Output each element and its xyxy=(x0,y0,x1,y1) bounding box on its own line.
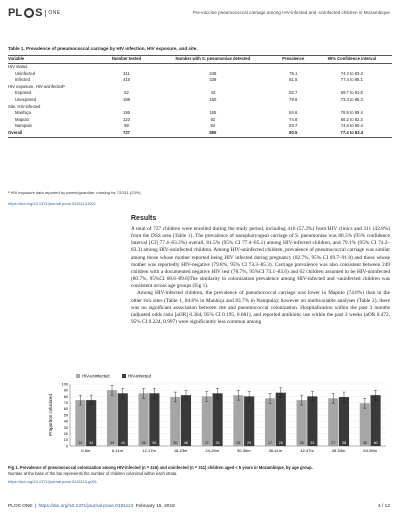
table-cell xyxy=(275,84,312,91)
table-cell: 92 xyxy=(210,116,216,122)
results-heading: Results xyxy=(131,215,157,222)
table-cell xyxy=(151,104,275,111)
y-tick-label: 20 xyxy=(63,432,68,436)
bar xyxy=(276,393,286,446)
results-paragraph-1: A total of 727 children were enrolled during the study period, including 416 (57.2%) from HIV clinics and 311 (42.8%) from the DSS area (Table 1). The prevalence of nasopharyngeal carriage of S. pneumoniae was 80.5% (95% confidence interval [CI] 77.4–83.3%) overall, 81.5% (95% CI 77.4–85.1) among HIV-infected children, and 79.1% (95% CI 74.2–83.3) among HIV-uninfected children. Among HIV-uninfected children, prevalence of pneumococcal carriage was similar among those whose mother reported being HIV infected during pregnancy (82.7%, 95% CI 69.7–91.8) and those whose mother was reportedly HIV-negative (79.8%, 95% CI 73.3–85.3). Carriage prevalence was also consistent between 249 children with a documented negative HIV test (78.7%, 95%CI 73.1–83.6) and 62 children assumed to be HIV-uninfected (80.7%, 95%CI 68.6–89.6)The similarity in colonization prevalence among HIV-infected and -uninfected children was consistent across age groups (Fig 1). xyxy=(131,226,390,290)
bar-count-label: 46 xyxy=(183,441,188,445)
table-cell xyxy=(151,84,275,91)
bar-count-label: 17 xyxy=(268,441,273,445)
y-tick-label: 100 xyxy=(61,382,68,387)
x-tick-label: 6-11m xyxy=(111,448,123,453)
y-tick-label: 50 xyxy=(63,413,68,418)
table-cell: 77.4 to 85.1 xyxy=(340,77,363,83)
table-cell xyxy=(102,64,151,71)
page-number: 4 / 12 xyxy=(377,504,390,509)
table-row xyxy=(8,104,392,111)
table-cell: 79.8 xyxy=(289,96,298,102)
bar-count-label: 38 xyxy=(341,441,346,445)
bar-count-label: 43 xyxy=(120,441,125,445)
table-cell: 195 xyxy=(123,110,130,116)
y-tick-label: 80 xyxy=(63,394,68,399)
table-header-cell: Number with S. pneumoniae detected xyxy=(175,56,251,62)
footer-sep: | xyxy=(34,504,37,509)
colonization-bar-chart xyxy=(8,370,392,462)
x-tick-label: 54-59m xyxy=(363,448,377,453)
x-tick-label: 36-41m xyxy=(268,448,283,453)
bar-count-label: 28 xyxy=(278,441,283,445)
table-row xyxy=(8,123,392,130)
footer-date: February 15, 2018 xyxy=(135,504,175,509)
table-cell: 311 xyxy=(123,70,130,76)
x-tick-label: 24-29m xyxy=(205,448,219,453)
logo-sub: ONE xyxy=(45,10,60,17)
table-cell: 83.7 xyxy=(289,123,298,129)
bar xyxy=(75,400,85,446)
table-cell: 69.7 to 91.8 xyxy=(340,90,363,96)
table-row xyxy=(8,77,392,84)
x-tick-label: 30-35m xyxy=(237,448,251,453)
table-row xyxy=(8,90,392,97)
table-row-label: Site, HIV-infected xyxy=(8,103,41,109)
table-cell: 74.2 to 83.3 xyxy=(340,70,363,76)
table-footnote: ª HIV exposure data reported by parent/guardian; missing for 72/311 (23%) xyxy=(8,190,141,195)
bar-count-label: 27 xyxy=(204,441,209,445)
x-tick-label: 12-17m xyxy=(142,448,156,453)
table-cell xyxy=(102,84,151,91)
table-cell: 84.6 xyxy=(289,110,298,116)
table-cell: 52 xyxy=(124,90,129,96)
bar-count-label: 32 xyxy=(78,441,83,445)
plos-logo: PL S ONE xyxy=(8,7,61,19)
table-cell xyxy=(312,64,392,71)
bar xyxy=(213,393,223,446)
x-tick-label: 0-5m xyxy=(81,448,91,453)
bar-count-label: 52 xyxy=(310,441,315,445)
bar xyxy=(328,398,338,446)
table-cell: 246 xyxy=(209,70,217,76)
table-cell: 339 xyxy=(209,77,217,83)
table-cell: 150 xyxy=(209,96,217,102)
table-cell xyxy=(151,64,275,71)
bar-count-label: 27 xyxy=(331,441,336,445)
table-row xyxy=(8,110,392,117)
bar-count-label: 28 xyxy=(236,441,241,445)
bar-count-label: 39 xyxy=(110,441,115,445)
table-row-label: Unexposed xyxy=(15,96,37,102)
table-header-cell: Number tested xyxy=(111,56,142,62)
table-header-cell: Prevalence xyxy=(282,56,305,62)
table-cell: 79.1 xyxy=(289,70,298,76)
table-row-label: Exposed xyxy=(15,90,32,96)
bar xyxy=(181,395,191,446)
table-cell: 66.2 to 82.2 xyxy=(340,116,363,122)
y-tick-label: 70 xyxy=(63,401,68,405)
table-row xyxy=(8,71,392,78)
bar xyxy=(244,396,254,446)
table-row-label: Maputo xyxy=(15,116,29,122)
table-cell: 43 xyxy=(210,90,216,96)
y-tick-label: 60 xyxy=(63,407,68,412)
table-cell: 727 xyxy=(123,129,130,135)
table-row-label: Nampula xyxy=(15,123,32,129)
table-row xyxy=(8,64,392,71)
running-title: Pre-vaccine pneumococcal carriage among HIV-infected and -uninfected children in Mozambique xyxy=(192,10,390,15)
table-cell: 123 xyxy=(123,116,130,122)
bar xyxy=(265,398,275,446)
table-cell: 74.8 to 90.4 xyxy=(340,123,363,129)
table-doi-link[interactable]: https://doi.org/10.1371/journal.pone.0191113.t001 xyxy=(8,201,96,206)
bar-count-label: 35 xyxy=(141,441,146,445)
table-cell: 77.4 to 83.3 xyxy=(340,129,364,135)
table-cell: 188 xyxy=(123,96,130,102)
bar-count-label: 40 xyxy=(373,441,378,445)
legend-swatch xyxy=(76,374,80,378)
table-cell: 80.5 xyxy=(289,129,298,135)
bar xyxy=(118,393,128,446)
table-row xyxy=(8,84,392,91)
table-cell: 165 xyxy=(209,110,217,116)
figure-caption-note: Number at the base of the bar represents the number of children colonized within each strata. xyxy=(8,470,178,476)
table-cell xyxy=(275,104,312,111)
bar-count-label: 29 xyxy=(247,441,252,445)
bar-count-label: 50 xyxy=(152,441,157,445)
table-row xyxy=(8,117,392,124)
table-cell xyxy=(312,104,392,111)
table-cell: 98 xyxy=(124,123,129,129)
table-cell xyxy=(312,84,392,91)
footer-journal: PLOS ONE xyxy=(8,504,33,509)
bar xyxy=(307,396,317,446)
table-row xyxy=(8,97,392,104)
legend-label: HIV-infected xyxy=(128,373,151,379)
legend-swatch xyxy=(122,374,126,378)
table-row-label: Uninfected xyxy=(15,70,36,76)
table-cell: 82 xyxy=(210,123,216,129)
table-cell: 73.3 to 85.3 xyxy=(340,96,363,102)
table-row xyxy=(8,130,392,137)
table-cell: 81.5 xyxy=(289,77,298,83)
table-cell: 585 xyxy=(209,129,217,135)
table-header-cell: Variable xyxy=(8,56,25,62)
results-paragraph-2: Among HIV-infected children, the prevalence of pneumococcal carriage was lower in Maputo (74.8%) than in the other two sites (Table 1, 84.6% in Manhiça and 83.7% in Nampula); however on multivariable analyses (Table 2), there was no significant association between site and pneumococcal colonization. Hospitalization within the past 3 months (adjusted odds ratio [aOR] 0.364, 95% CI 0.195, 0.681), and reported antibiotic use within the past 3 weeks (aOR 0.472, 95% CI 0.224, 0.997) were significantly less common among xyxy=(131,290,390,326)
x-tick-label: 48-53m xyxy=(331,448,346,453)
page-footer xyxy=(8,504,390,509)
table-row-label: Manhiça xyxy=(15,110,31,116)
table-cell: 416 xyxy=(123,77,130,83)
footer-doi-link[interactable]: https://doi.org/10.1371/journal.pone.0191113 xyxy=(38,504,134,509)
table-cell xyxy=(102,104,151,111)
bar-count-label: 25 xyxy=(215,441,220,445)
table-header-cell: 95% Confidence interval xyxy=(327,56,376,62)
bar-count-label: 30 xyxy=(173,441,178,445)
bar xyxy=(170,397,180,446)
bar xyxy=(360,403,370,446)
bar xyxy=(107,390,117,446)
prevalence-table xyxy=(8,55,392,138)
bar-count-label: 24 xyxy=(89,441,94,445)
table-cell: 78.8 to 89.4 xyxy=(340,110,363,116)
figure-doi-link[interactable]: https://doi.org/10.1371/journal.pone.0191113.g001 xyxy=(8,479,98,484)
y-tick-label: 30 xyxy=(63,425,68,430)
table-cell: 82.7 xyxy=(289,90,298,96)
y-tick-label: 0 xyxy=(65,444,68,449)
y-tick-label: 10 xyxy=(63,438,68,443)
legend-label: HIV-uninfected xyxy=(82,373,110,379)
bar xyxy=(297,400,307,446)
table-cell: 74.8 xyxy=(289,116,298,122)
bar xyxy=(149,393,159,446)
bar xyxy=(371,395,381,446)
bar xyxy=(139,393,149,446)
table-row-label: Overall xyxy=(8,129,23,135)
y-tick-label: 40 xyxy=(63,419,68,424)
x-tick-label: 42-47m xyxy=(300,448,314,453)
bar xyxy=(202,396,212,446)
bar xyxy=(86,400,96,446)
x-tick-label: 18-23m xyxy=(173,448,188,453)
bar xyxy=(339,397,349,446)
table-row-label: HIV status xyxy=(8,64,28,69)
bar-count-label: 38 xyxy=(362,441,367,445)
bar-count-label: 38 xyxy=(299,441,304,445)
y-tick-label: 90 xyxy=(63,388,68,393)
bar xyxy=(233,395,243,446)
table-caption: Table 1. Prevalence of pneumococcal carriage by HIV infection, HIV exposure, and site. xyxy=(8,46,198,51)
table-cell xyxy=(275,64,312,71)
table-row-label: Infected xyxy=(15,77,30,83)
results-body xyxy=(131,226,390,326)
figure-caption: Fig 1. Prevalence of pneumococcal colonization among HIV-infected (n = 416) and uninfected (n = 311) children aged < 5 years in Mozambique, by age group. Number at the base of the bar represents the number of children colonized within each strata. xyxy=(8,465,392,476)
y-axis-label: Proportion colonized xyxy=(48,394,53,436)
table-row-label: HIV exposure, HIV-uninfectedª xyxy=(8,83,65,89)
